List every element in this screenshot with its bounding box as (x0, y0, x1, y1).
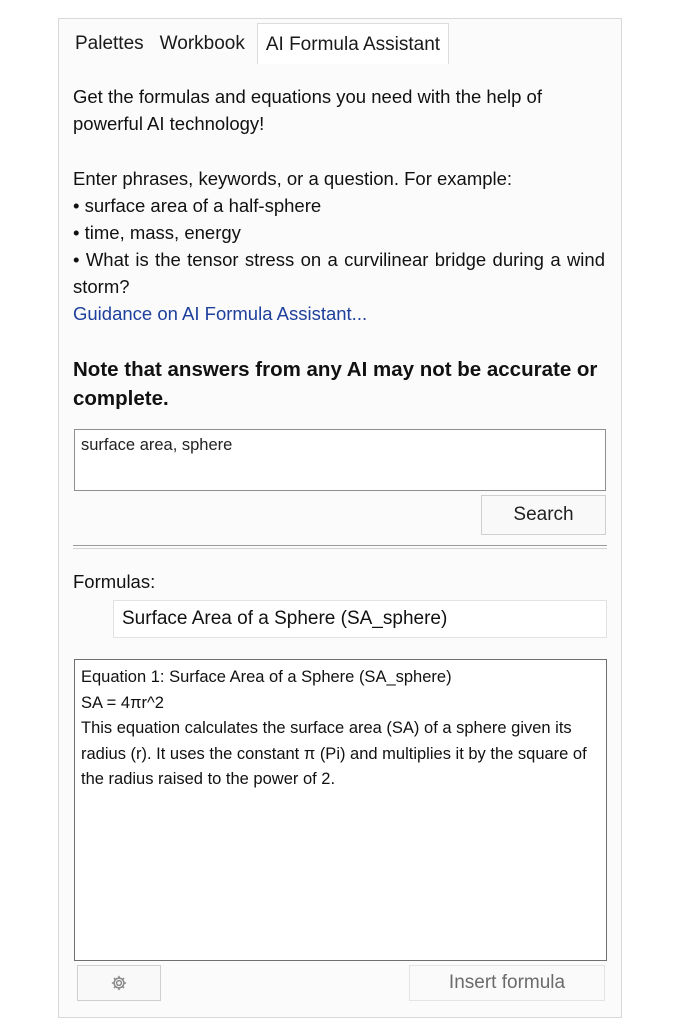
divider (73, 548, 607, 549)
example-item: • surface area of a half-sphere (73, 195, 322, 216)
result-title: Equation 1: Surface Area of a Sphere (SA_sphere) (81, 668, 452, 686)
tab-workbook[interactable]: Workbook (159, 33, 245, 54)
result-text-area[interactable] (74, 659, 607, 961)
insert-formula-button[interactable]: Insert formula (409, 965, 605, 1001)
search-button[interactable]: Search (481, 495, 606, 535)
intro-text (73, 83, 605, 327)
intro-instructions: Enter phrases, keywords, or a question. For example: (73, 168, 513, 189)
settings-button[interactable] (77, 965, 161, 1001)
ai-formula-panel (58, 18, 622, 1018)
example-item: • What is the tensor stress on a curvilinear bridge during a wind storm? (73, 249, 605, 297)
example-item: • time, mass, energy (73, 222, 241, 243)
divider (73, 545, 607, 546)
formulas-label: Formulas: (73, 571, 156, 592)
guidance-link[interactable]: Guidance on AI Formula Assistant... (73, 303, 368, 324)
tab-palettes[interactable]: Palettes (75, 33, 144, 54)
result-description: This equation calculates the surface area (SA) of a sphere given its radius (r). It uses the constant π (Pi) and multiplies it by the square of the radius raised to the power of 2. (81, 719, 592, 788)
intro-description: Get the formulas and equations you need with the help of powerful AI technology! (73, 86, 542, 134)
result-equation: SA = 4πr^2 (81, 693, 164, 712)
formula-select[interactable]: Surface Area of a Sphere (SA_sphere) (113, 600, 607, 638)
gear-icon (110, 972, 128, 993)
tab-bar (67, 23, 449, 63)
ai-accuracy-note: Note that answers from any AI may not be accurate or complete. (73, 358, 598, 410)
query-input[interactable]: surface area, sphere (74, 429, 606, 491)
tab-ai-formula-assistant[interactable]: AI Formula Assistant (257, 23, 449, 64)
